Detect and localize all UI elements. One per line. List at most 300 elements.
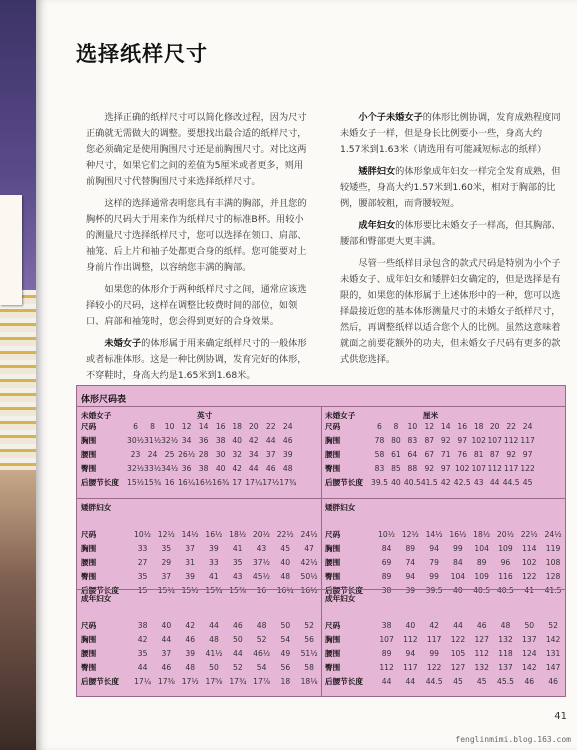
table-cell: 46	[524, 676, 535, 686]
table-cell: 45.5	[497, 676, 514, 686]
table-cell: 8	[150, 421, 155, 431]
table-cell: 46	[476, 620, 487, 630]
table-cell: 78	[374, 435, 385, 445]
row-label: 臀围	[81, 571, 97, 581]
table-block-left	[77, 407, 322, 499]
table-cell: 16	[457, 421, 468, 431]
size-table	[325, 618, 565, 688]
table-cell: 14½	[425, 529, 443, 539]
group-label: 成年妇女	[81, 594, 112, 603]
table-cell: 23	[130, 449, 141, 459]
table-cell: 41	[524, 585, 535, 595]
table-cell: 16¼	[178, 477, 196, 487]
table-cell: 16	[215, 421, 226, 431]
table-cell: 83	[407, 435, 418, 445]
table-cell: 50	[232, 634, 243, 644]
table-cell: 117	[520, 435, 535, 445]
table-section	[77, 589, 565, 696]
row-label: 腰围	[325, 449, 341, 459]
table-cell: 40	[280, 557, 291, 567]
table-cell: 99	[429, 648, 439, 658]
table-cell: 15	[137, 585, 148, 595]
table-cell: 104	[450, 571, 466, 581]
table-cell: 67	[424, 449, 435, 459]
table-cell: 147	[545, 662, 561, 672]
table-cell: 45	[280, 543, 291, 553]
table-cell: 34	[248, 449, 259, 459]
table-cell: 56	[280, 662, 291, 672]
table-cell: 16	[256, 585, 267, 595]
table-cell: 31½	[144, 435, 162, 445]
watermark: fenglinmimi.blog.163.com	[455, 735, 571, 744]
table-cell: 112	[503, 435, 519, 445]
table-cell: 15¾	[144, 477, 162, 487]
table-cell: 47	[304, 543, 314, 553]
table-cell: 41.5	[420, 477, 438, 487]
table-cell: 96	[500, 557, 511, 567]
table-cell: 50	[524, 620, 535, 630]
table-cell: 122	[426, 662, 442, 672]
table-cell: 117	[403, 662, 418, 672]
paragraph-lead: 未婚女子	[104, 338, 142, 349]
table-row	[81, 475, 296, 489]
table-row	[81, 674, 321, 688]
table-row	[325, 660, 565, 674]
table-cell: 39.5	[371, 477, 388, 487]
table-cell: 50	[209, 662, 219, 672]
table-cell: 37	[265, 449, 276, 459]
table-cell: 102	[471, 435, 486, 445]
table-cell: 15½	[127, 477, 145, 487]
row-label: 胸围	[325, 543, 341, 553]
row-label: 尺码	[81, 529, 97, 539]
table-cell: 52	[232, 662, 243, 672]
table-cell: 24	[522, 421, 533, 431]
table-cell: 88	[407, 463, 418, 473]
table-cell: 79	[429, 557, 439, 567]
table-cell: 54	[280, 634, 291, 644]
table-row	[81, 618, 321, 632]
paragraph: 选择正确的纸样尺寸可以简化修改过程，因为尺寸正确就无需做大的调整。要想找出最合适的纸样尺寸，您必须确定是使用胸围尺寸还是前胸围尺寸。对比这两种尺寸，如果它们之间的差值为5厘米或者更多，则用前胸围尺寸代替胸围尺寸来选择纸样尺寸。	[86, 112, 307, 187]
row-label: 臀围	[325, 662, 341, 672]
table-cell: 26½	[178, 449, 196, 459]
table-cell: 39	[185, 648, 196, 658]
table-cell: 112	[379, 662, 394, 672]
paragraph: 成年妇女的体形要比未婚女子一样高，但其胸部、腰部和臀部更大更丰满。	[340, 220, 561, 247]
table-cell: 56	[304, 634, 314, 644]
table-cell: 94	[405, 571, 416, 581]
table-cell: 35	[137, 571, 148, 581]
table-cell: 17¾	[229, 676, 247, 686]
table-cell: 48	[282, 463, 293, 473]
table-row	[81, 555, 321, 569]
table-cell: 102	[454, 463, 470, 473]
table-cell: 71	[440, 449, 451, 459]
table-row	[81, 632, 321, 646]
table-cell: 33	[209, 557, 219, 567]
table-cell: 39	[185, 571, 195, 581]
table-cell: 74	[405, 557, 416, 567]
table-cell: 64	[407, 449, 418, 459]
group-label: 矮胖妇女	[325, 503, 356, 512]
table-cell: 127	[474, 634, 489, 644]
table-cell: 18½	[473, 529, 491, 539]
table-row	[325, 632, 565, 646]
size-chart-table	[76, 385, 566, 697]
table-cell: 20	[489, 421, 500, 431]
table-cell: 122	[450, 634, 466, 644]
table-cell: 40.5	[403, 477, 421, 487]
table-cell: 18	[473, 421, 484, 431]
table-cell: 37	[161, 648, 172, 658]
table-cell: 89	[381, 571, 392, 581]
table-cell: 17⅝	[205, 676, 223, 686]
table-cell: 118	[498, 648, 513, 658]
table-cell: 22½	[276, 529, 294, 539]
table-cell: 38	[381, 620, 392, 630]
table-cell: 41½	[205, 648, 223, 658]
table-cell: 44	[137, 662, 148, 672]
table-cell: 12½	[401, 529, 419, 539]
table-cell: 40	[391, 477, 401, 487]
table-cell: 15⅞	[229, 585, 247, 595]
table-cell: 107	[379, 634, 394, 644]
paragraph-lead: 成年妇女	[358, 220, 396, 231]
table-cell: 24	[282, 421, 293, 431]
table-title: 体形尺码表	[81, 395, 127, 405]
table-cell: 48	[209, 634, 219, 644]
table-cell: 89	[381, 648, 392, 658]
table-cell: 22	[265, 421, 276, 431]
table-cell: 128	[545, 571, 561, 581]
table-cell: 39.5	[425, 585, 443, 595]
table-cell: 44	[161, 634, 172, 644]
table-cell: 46	[548, 676, 558, 686]
table-cell: 107	[471, 463, 486, 473]
table-cell: 97	[457, 435, 468, 445]
table-cell: 43	[232, 571, 243, 581]
table-cell: 50	[280, 620, 291, 630]
table-cell: 54	[256, 662, 267, 672]
table-row	[81, 527, 321, 541]
table-cell: 6	[133, 421, 138, 431]
table-cell: 49	[280, 648, 291, 658]
table-cell: 34½	[161, 463, 179, 473]
table-cell: 10	[164, 421, 175, 431]
table-cell: 12	[181, 421, 192, 431]
table-cell: 10½	[378, 529, 396, 539]
row-label: 后腰节长度	[325, 585, 363, 595]
row-label: 尺码	[325, 421, 341, 431]
table-cell: 40	[215, 463, 226, 473]
table-section	[77, 406, 565, 499]
table-cell: 10½	[134, 529, 152, 539]
table-cell: 18⅛	[300, 676, 318, 686]
table-cell: 52	[304, 620, 314, 630]
table-cell: 112	[474, 648, 489, 658]
table-cell: 142	[545, 634, 561, 644]
right-text-column	[340, 110, 562, 374]
table-cell: 104	[474, 543, 489, 553]
table-cell: 17½	[262, 477, 280, 487]
row-label: 后腰节长度	[81, 585, 119, 595]
table-cell: 83	[374, 463, 385, 473]
table-cell: 58	[304, 662, 314, 672]
table-cell: 48	[185, 662, 196, 672]
table-cell: 15¼	[157, 585, 175, 595]
table-cell: 41	[232, 543, 243, 553]
group-label: 未婚女子	[325, 411, 356, 420]
table-cell: 127	[450, 662, 466, 672]
table-cell: 94	[405, 648, 416, 658]
table-cell: 76	[457, 449, 468, 459]
table-cell: 109	[498, 543, 513, 553]
table-cell: 58	[374, 449, 385, 459]
table-cell: 16½	[195, 477, 213, 487]
table-cell: 45	[476, 676, 487, 686]
table-cell: 18	[232, 421, 243, 431]
table-row	[325, 419, 536, 433]
table-cell: 87	[489, 449, 500, 459]
table-row	[325, 447, 536, 461]
table-cell: 46½	[253, 648, 271, 658]
size-table	[81, 618, 321, 688]
table-cell: 44	[232, 648, 243, 658]
row-label: 臀围	[325, 463, 341, 473]
row-label: 胸围	[81, 634, 97, 644]
row-label: 腰围	[81, 557, 97, 567]
table-cell: 97	[522, 449, 533, 459]
table-cell: 51½	[300, 648, 318, 658]
table-cell: 44	[489, 477, 500, 487]
table-cell: 16¼	[276, 585, 294, 595]
table-cell: 42½	[300, 557, 318, 567]
paragraph: 这样的选择通常表明您具有丰满的胸部，并且您的胸杯的尺码大于用来作为纸样尺寸的标准B杯。用较小的测量尺寸选择纸样尺寸，您可以选择在领口、肩部、袖笼、后上片和袖子处都更合身的纸样。您可能要对上身前片作出调整，以容纳您丰满的胸部。	[86, 198, 307, 273]
table-cell: 122	[521, 571, 537, 581]
table-cell: 52	[548, 620, 558, 630]
table-cell: 114	[521, 543, 537, 553]
table-cell: 16½	[300, 585, 318, 595]
table-cell: 38	[215, 435, 226, 445]
table-cell: 39	[405, 585, 416, 595]
row-label: 臀围	[81, 662, 97, 672]
table-cell: 22½	[520, 529, 538, 539]
table-cell: 42	[232, 463, 243, 473]
page-title: 选择纸样尺寸	[76, 42, 208, 66]
book-page	[36, 0, 577, 750]
table-row	[81, 447, 296, 461]
table-cell: 16½	[449, 529, 467, 539]
table-cell: 45	[453, 676, 463, 686]
table-cell: 116	[498, 571, 513, 581]
row-label: 尺码	[325, 620, 341, 630]
table-cell: 10	[407, 421, 418, 431]
table-block-right	[321, 590, 565, 696]
table-cell: 137	[522, 634, 537, 644]
row-label: 尺码	[81, 620, 97, 630]
table-cell: 14	[198, 421, 209, 431]
paragraph: 如果您的体形介于两种纸样尺寸之间，通常应该选择较小的尺码，这样在调整比较费时间的部位，如领口、肩部和袖笼时，您会得到更好的合身效果。	[86, 284, 307, 327]
table-cell: 38	[198, 463, 209, 473]
table-cell: 20	[248, 421, 259, 431]
table-cell: 42	[429, 620, 439, 630]
table-cell: 117	[503, 463, 519, 473]
table-cell: 17¾	[279, 477, 297, 487]
table-cell: 40.5	[473, 585, 491, 595]
table-row	[325, 555, 565, 569]
table-cell: 108	[545, 557, 561, 567]
table-cell: 112	[403, 634, 418, 644]
table-cell: 42	[440, 477, 451, 487]
table-cell: 35	[137, 648, 148, 658]
paragraph: 矮胖妇女的体形象成年妇女一样完全发育成熟，但较矮些，身高大约1.57米到1.60米，相对于胸部的比例，腰部较粗，而背腰较短。	[340, 166, 561, 209]
unit-label: 英寸	[197, 411, 213, 420]
table-cell: 25	[164, 449, 175, 459]
table-cell: 94	[429, 543, 439, 553]
table-cell: 52	[256, 634, 267, 644]
table-cell: 40	[405, 620, 416, 630]
table-cell: 84	[381, 543, 392, 553]
table-cell: 20½	[252, 529, 270, 539]
table-cell: 39	[209, 543, 219, 553]
table-cell: 38	[137, 620, 148, 630]
row-label: 胸围	[325, 634, 341, 644]
row-label: 臀围	[81, 463, 97, 473]
table-cell: 46	[282, 435, 293, 445]
table-cell: 81	[473, 449, 484, 459]
table-row	[325, 618, 565, 632]
table-cell: 16	[164, 477, 175, 487]
table-block-right	[321, 499, 565, 595]
table-cell: 40	[161, 620, 172, 630]
table-cell: 22	[506, 421, 516, 431]
table-cell: 30	[215, 449, 226, 459]
group-label: 矮胖妇女	[81, 503, 112, 512]
paragraph-lead: 矮胖妇女	[358, 166, 396, 177]
table-cell: 37½	[252, 557, 270, 567]
table-cell: 44.5	[425, 676, 443, 686]
row-label: 后腰节长度	[81, 676, 119, 686]
table-cell: 89	[405, 543, 416, 553]
table-cell: 92	[424, 463, 435, 473]
table-cell: 69	[381, 557, 392, 567]
table-cell: 124	[522, 648, 537, 658]
table-cell: 40	[453, 585, 463, 595]
group-label: 未婚女子	[81, 411, 112, 420]
table-cell: 16½	[205, 529, 223, 539]
row-label: 腰围	[325, 648, 341, 658]
table-cell: 41.5	[544, 585, 562, 595]
table-cell: 24½	[300, 529, 318, 539]
table-cell: 31	[185, 557, 195, 567]
table-cell: 61	[391, 449, 401, 459]
table-cell: 142	[522, 662, 537, 672]
table-block-right	[321, 407, 565, 499]
table-cell: 17½	[181, 676, 199, 686]
table-block-left	[77, 590, 322, 696]
table-cell: 12½	[157, 529, 175, 539]
left-text-column	[86, 110, 308, 390]
table-cell: 99	[429, 571, 439, 581]
row-label: 后腰节长度	[325, 477, 363, 487]
table-cell: 50½	[300, 571, 318, 581]
table-cell: 42	[137, 634, 148, 644]
table-cell: 14	[440, 421, 451, 431]
table-cell: 46	[265, 463, 276, 473]
table-cell: 85	[391, 463, 401, 473]
table-row	[81, 646, 321, 660]
table-cell: 14½	[181, 529, 199, 539]
table-cell: 24	[147, 449, 158, 459]
table-cell: 17⅜	[157, 676, 175, 686]
table-cell: 36	[181, 463, 192, 473]
table-cell: 80	[391, 435, 401, 445]
table-cell: 92	[440, 435, 451, 445]
table-cell: 44	[381, 676, 392, 686]
group-label: 成年妇女	[325, 594, 356, 603]
table-cell: 42.5	[453, 477, 471, 487]
table-cell: 16¾	[212, 477, 230, 487]
table-cell: 15¾	[205, 585, 223, 595]
page-number: 41	[554, 711, 567, 722]
table-cell: 137	[498, 662, 513, 672]
table-row	[81, 433, 296, 447]
table-row	[325, 433, 536, 447]
table-cell: 117	[426, 634, 442, 644]
table-cell: 44	[209, 620, 219, 630]
table-cell: 17⅞	[253, 676, 271, 686]
table-cell: 43	[256, 543, 267, 553]
table-cell: 44	[248, 463, 259, 473]
table-cell: 17¼	[245, 477, 263, 487]
table-cell: 17¼	[134, 676, 152, 686]
table-cell: 44	[453, 620, 463, 630]
table-cell: 38	[381, 585, 392, 595]
row-label: 胸围	[81, 435, 97, 445]
row-label: 臀围	[325, 571, 341, 581]
table-cell: 112	[487, 463, 502, 473]
unit-label: 厘米	[423, 411, 439, 420]
size-table	[81, 527, 321, 597]
paragraph: 未婚女子的体形属于用来确定纸样尺寸的一般体形或者标准体形。这是一种比例协调，发育完好的体形，不穿鞋时，身高大约是1.65米到1.68米。	[86, 338, 307, 381]
table-cell: 97	[440, 463, 451, 473]
adjacent-page-edge	[0, 0, 36, 750]
table-cell: 8	[393, 421, 399, 431]
table-cell: 41	[209, 571, 219, 581]
table-cell: 27	[137, 557, 148, 567]
row-label: 后腰节长度	[325, 676, 363, 686]
table-cell: 44	[405, 676, 416, 686]
table-cell: 17	[232, 477, 243, 487]
table-cell: 107	[487, 435, 502, 445]
table-cell: 40.5	[496, 585, 514, 595]
table-cell: 35	[232, 557, 243, 567]
table-cell: 36	[198, 435, 209, 445]
paragraph: 小个子未婚女子的体形比例协调，发育成熟程度同未婚女子一样，但是身长比例要小一些，身高大约1.57米到1.63米（请选用有可能减短标志的纸样）	[340, 112, 561, 155]
table-cell: 89	[476, 557, 487, 567]
table-row	[325, 527, 565, 541]
table-cell: 18	[280, 676, 291, 686]
table-cell: 42	[185, 620, 196, 630]
table-block-left	[77, 499, 322, 595]
table-row	[325, 674, 565, 688]
table-cell: 15½	[181, 585, 199, 595]
table-cell: 28	[198, 449, 209, 459]
row-label: 胸围	[325, 435, 341, 445]
table-cell: 99	[453, 543, 463, 553]
table-row	[81, 569, 321, 583]
table-section	[77, 498, 565, 595]
